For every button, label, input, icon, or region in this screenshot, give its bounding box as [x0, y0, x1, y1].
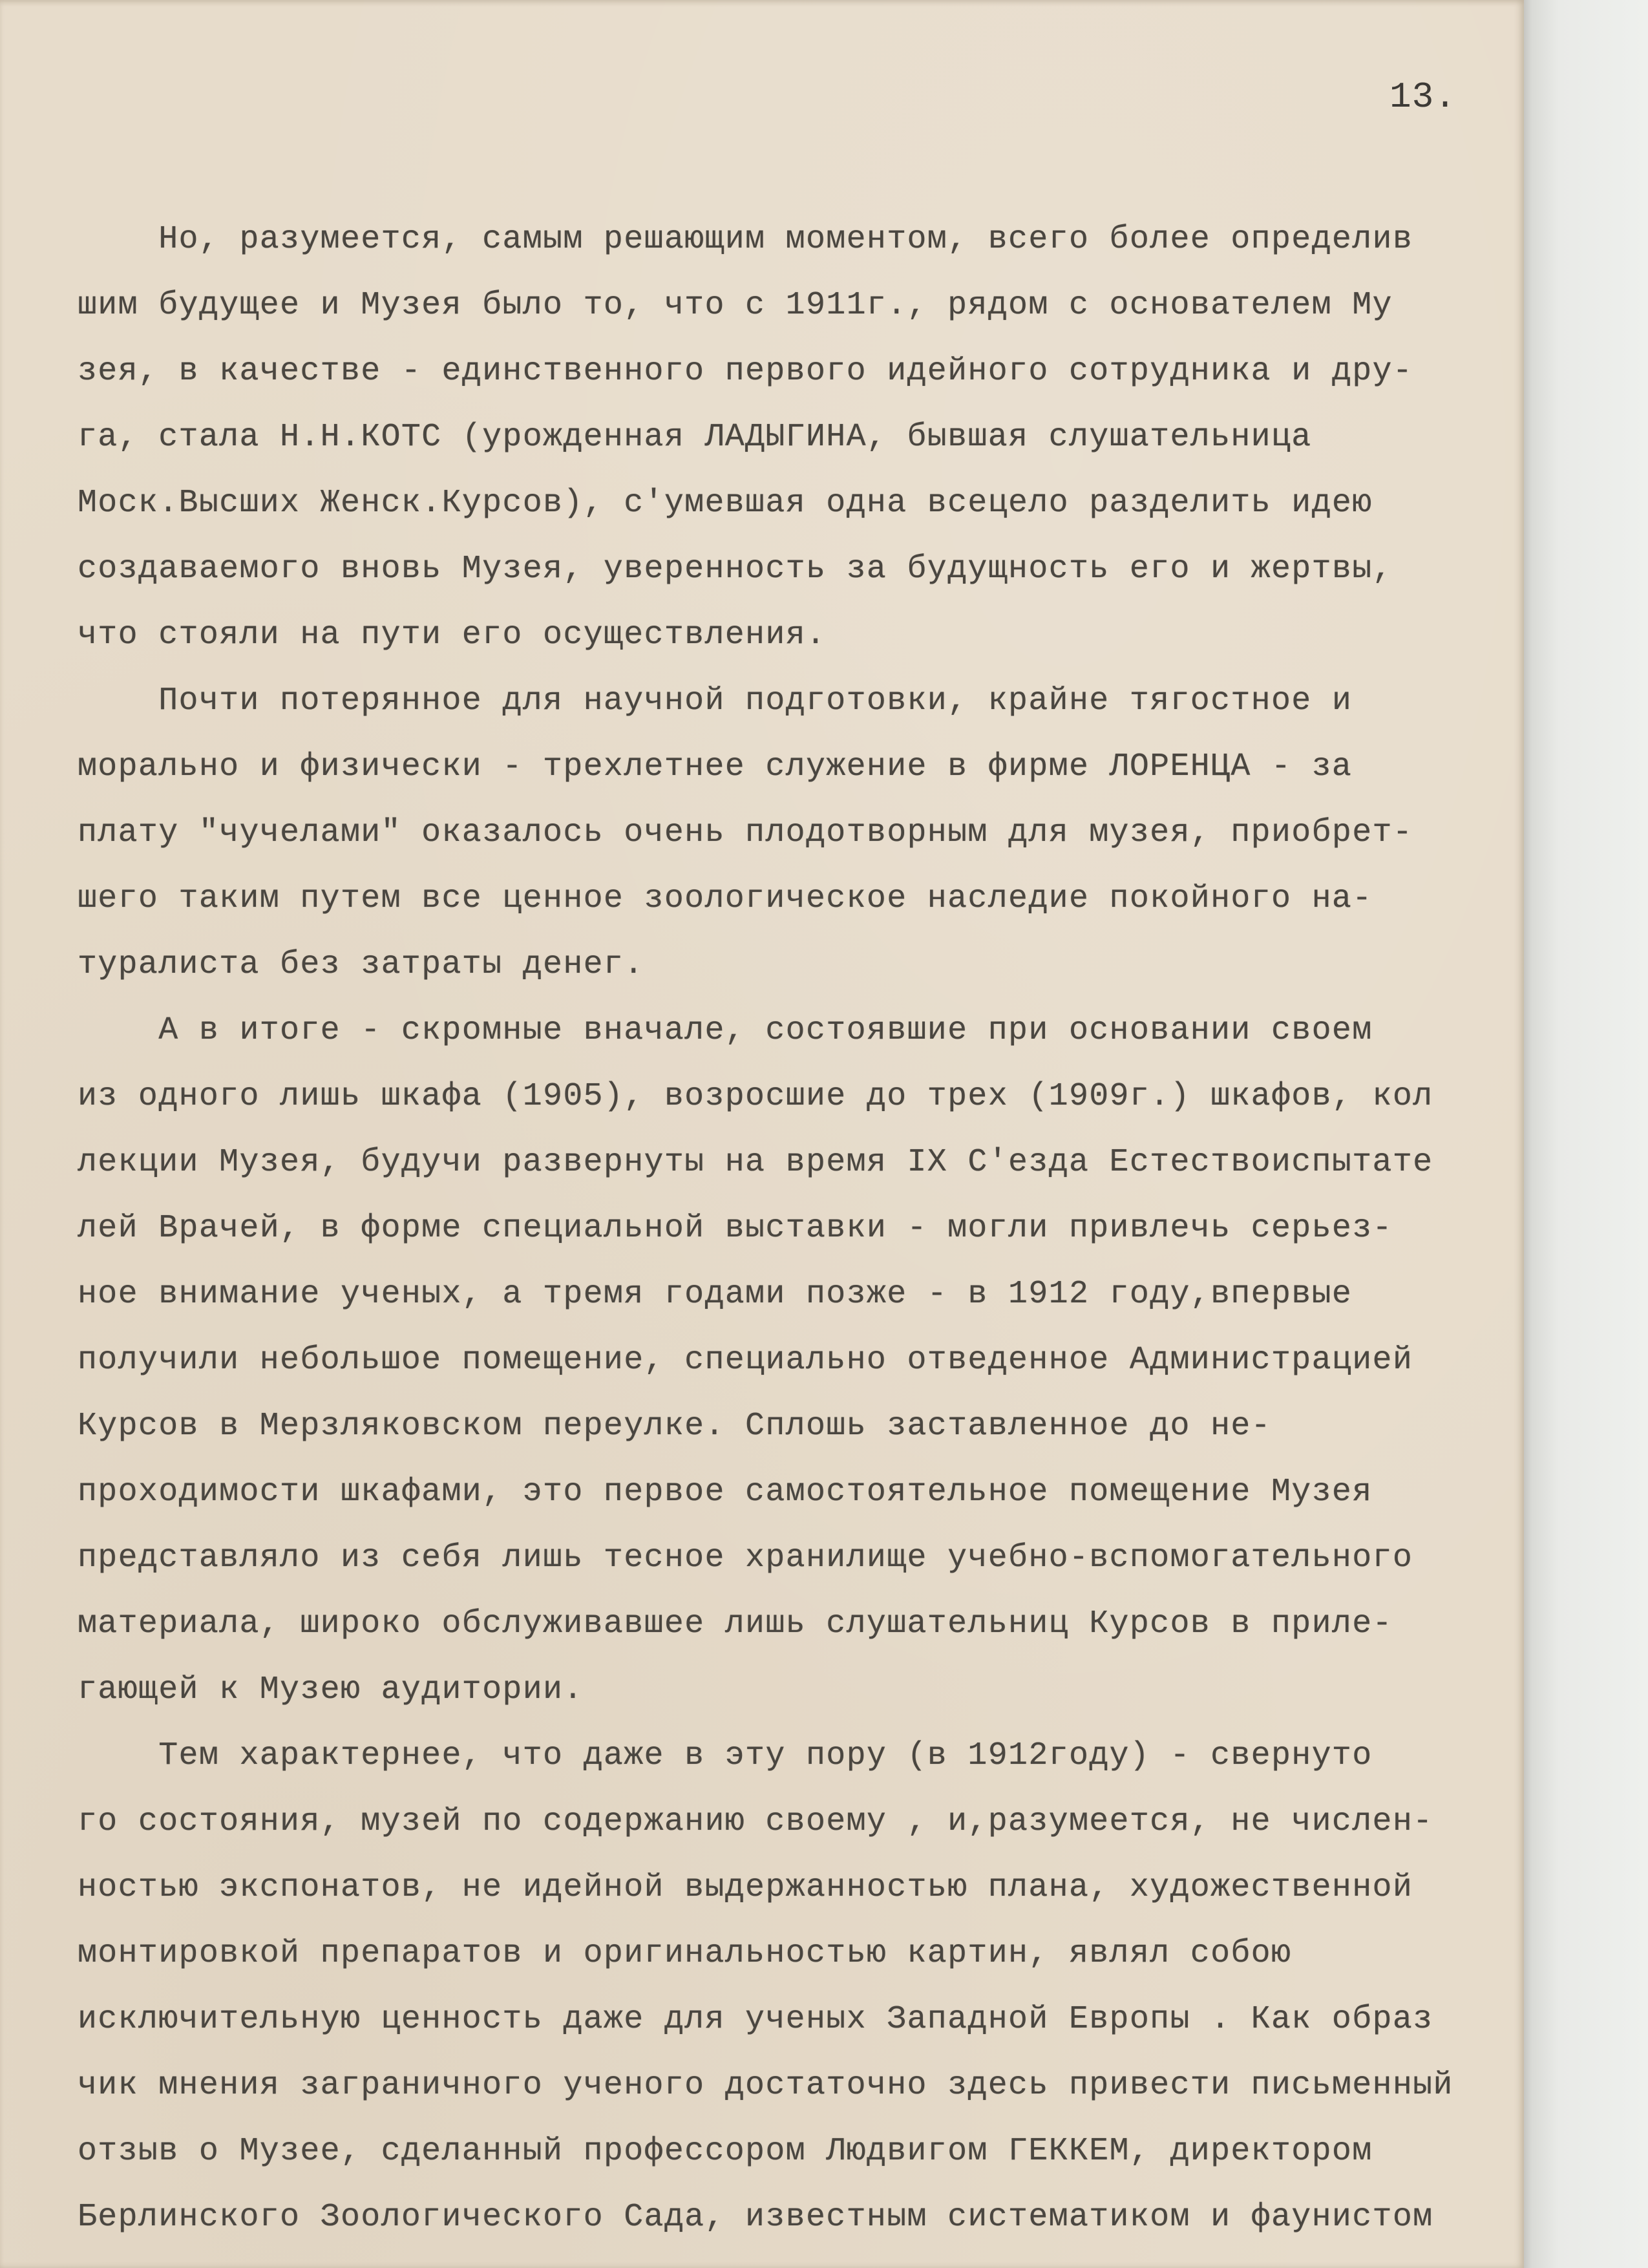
text-line: Тем характернее, что даже в эту пору (в 1912году) - свернуто	[78, 1737, 1373, 1774]
text-line: лей Врачей, в форме специальной выставки - могли привлечь серьез-	[78, 1210, 1393, 1247]
text-line: из одного лишь шкафа (1905), возросшие до трех (1909г.) шкафов, кол	[78, 1078, 1433, 1115]
paragraph-2	[78, 668, 1499, 998]
scanner-margin	[1520, 0, 1648, 2268]
text-line: создаваемого вновь Музея, уверенность за будущность его и жертвы,	[78, 551, 1393, 588]
page-number: 13.	[1389, 76, 1457, 118]
text-line: чик мнения заграничного ученого достаточно здесь привести письменный	[78, 2067, 1453, 2104]
text-line: плату "чучелами" оказалось очень плодотворным для музея, приобрет-	[78, 814, 1413, 851]
text-line: проходимости шкафами, это первое самостоятельное помещение Музея	[78, 1474, 1373, 1510]
text-line: га, стала Н.Н.КОТС (урожденная ЛАДЫГИНА, бывшая слушательница	[78, 419, 1312, 456]
text-line: морально и физически - трехлетнее служение в фирме ЛОРЕНЦА - за	[78, 748, 1353, 785]
text-line: Почти потерянное для научной подготовки, крайне тягостное и	[78, 683, 1353, 719]
text-line: Берлинского Зоологического Сада, известным систематиком и фаунистом	[78, 2199, 1433, 2236]
text-line: Моск.Высших Женск.Курсов), с'умевшая одна всецело разделить идею	[78, 485, 1373, 522]
text-line: исключительную ценность даже для ученых Западной Европы . Как образ	[78, 2001, 1433, 2038]
text-line: лекции Музея, будучи развернуты на время IX С'езда Естествоиспытате	[78, 1144, 1433, 1181]
text-line: Курсов в Мерзляковском переулке. Сплошь заставленное до не-	[78, 1408, 1271, 1445]
paragraph-3	[78, 998, 1499, 1723]
text-line: представляло из себя лишь тесное хранилище учебно-вспомогательного	[78, 1540, 1413, 1576]
text-line: материала, широко обслуживавшее лишь слушательниц Курсов в приле-	[78, 1606, 1393, 1642]
body-text	[78, 207, 1499, 2251]
text-line: А в итоге - скромные вначале, состоявшие при основании своем	[78, 1012, 1373, 1049]
text-line: ностью экспонатов, не идейной выдержанностью плана, художественной	[78, 1869, 1413, 1906]
text-line: зея, в качестве - единственного первого идейного сотрудника и дру-	[78, 353, 1413, 390]
paragraph-4	[78, 1723, 1499, 2251]
paragraph-1	[78, 207, 1499, 668]
text-line: Но, разумеется, самым решающим моментом, всего более определив	[78, 221, 1413, 258]
text-line: гающей к Музею аудитории.	[78, 1671, 584, 1708]
text-line: го состояния, музей по содержанию своему , и,разумеется, не числен-	[78, 1803, 1433, 1840]
text-line: шим будущее и Музея было то, что с 1911г., рядом с основателем Му	[78, 287, 1393, 324]
text-line: отзыв о Музее, сделанный профессором Людвигом ГЕККЕМ, директором	[78, 2133, 1373, 2170]
text-line: туралиста без затраты денег.	[78, 946, 644, 983]
text-line: шего таким путем все ценное зоологическое наследие покойного на-	[78, 880, 1373, 917]
text-line: монтировкой препаратов и оригинальностью картин, являл собою	[78, 1935, 1292, 1972]
text-line: получили небольшое помещение, специально отведенное Администрацией	[78, 1342, 1413, 1379]
text-line: что стояли на пути его осуществления.	[78, 617, 827, 653]
text-line: ное внимание ученых, а тремя годами позже - в 1912 году,впервые	[78, 1276, 1353, 1313]
